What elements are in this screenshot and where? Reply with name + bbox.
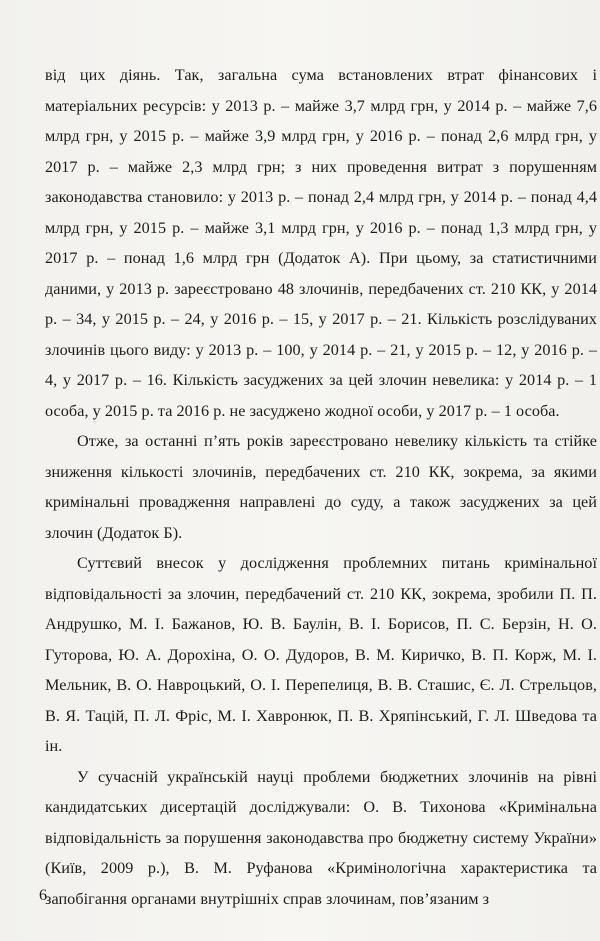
- paragraph-statistics: від цих діянь. Так, загальна сума встановлених втрат фінансових і матеріальних ресурсів: у 2013 р. – майже 3,7 млрд грн, у 2014 р. – майже 7,6 млрд грн, у 2015 р. – майже 3,9 млрд грн, у 2016 р. – понад 2,6 млрд грн, у 2017 р. – майже 2,3 млрд грн; з них проведення витрат з порушенням законодавства становило: у 2013 р. – понад 2,4 млрд грн, у 2014 р. – понад 4,4 млрд грн, у 2015 р. – майже 3,1 млрд грн, у 2016 р. – понад 1,3 млрд грн, у 2017 р. – понад 1,6 млрд грн (Додаток А). При цьому, за статистичними даними, у 2013 р. зареєстровано 48 злочинів, передбачених ст. 210 КК, у 2014 р. – 34, у 2015 р. – 24, у 2016 р. – 15, у 2017 р. – 21. Кількість розслідуваних злочинів цього виду: у 2013 р. – 100, у 2014 р. – 21, у 2015 р. – 12, у 2016 р. – 4, у 2017 р. – 16. Кількість засуджених за цей злочин невелика: у 2014 р. – 1 особа, у 2015 р. та 2016 р. не засуджено жодної особи, у 2017 р. – 1 особа.: [45, 66, 597, 420]
- paragraph-conclusion: Отже, за останні п’ять років зареєстровано невелику кількість та стійке зниження кількості злочинів, передбачених ст. 210 КК, зокрема, за якими кримінальні провадження направлені до суду, а також засуджених за цей злочин (Додаток Б).: [45, 432, 597, 542]
- page-number: 6: [39, 887, 47, 904]
- body-text: [45, 60, 597, 914]
- paragraph-dissertations: У сучасній українській науці проблеми бюджетних злочинів на рівні кандидатських дисертацій досліджували: О. В. Тихонова «Кримінальна відповідальність за порушення законодавства про бюджетну систему України» (Київ, 2009 р.), В. М. Руфанова «Кримінологічна характеристика та запобігання органами внутрішніх справ злочинам, пов’язаним з: [45, 767, 597, 908]
- paragraph-researchers: Суттєвий внесок у дослідження проблемних питань кримінальної відповідальності за злочин, передбачений ст. 210 КК, зокрема, зробили П. П. Андрушко, М. І. Бажанов, Ю. В. Баулін, В. І. Борисов, П. С. Берзін, Н. О. Гуторова, Ю. А. Дорохіна, О. О. Дудоров, В. М. Киричко, В. П. Корж, М. І. Мельник, В. О. Навроцький, О. І. Перепелиця, В. В. Сташис, Є. Л. Стрельцов, В. Я. Тацій, П. Л. Фріс, М. І. Хавронюк, П. В. Хряпінський, Г. Л. Шведова та ін.: [45, 554, 597, 755]
